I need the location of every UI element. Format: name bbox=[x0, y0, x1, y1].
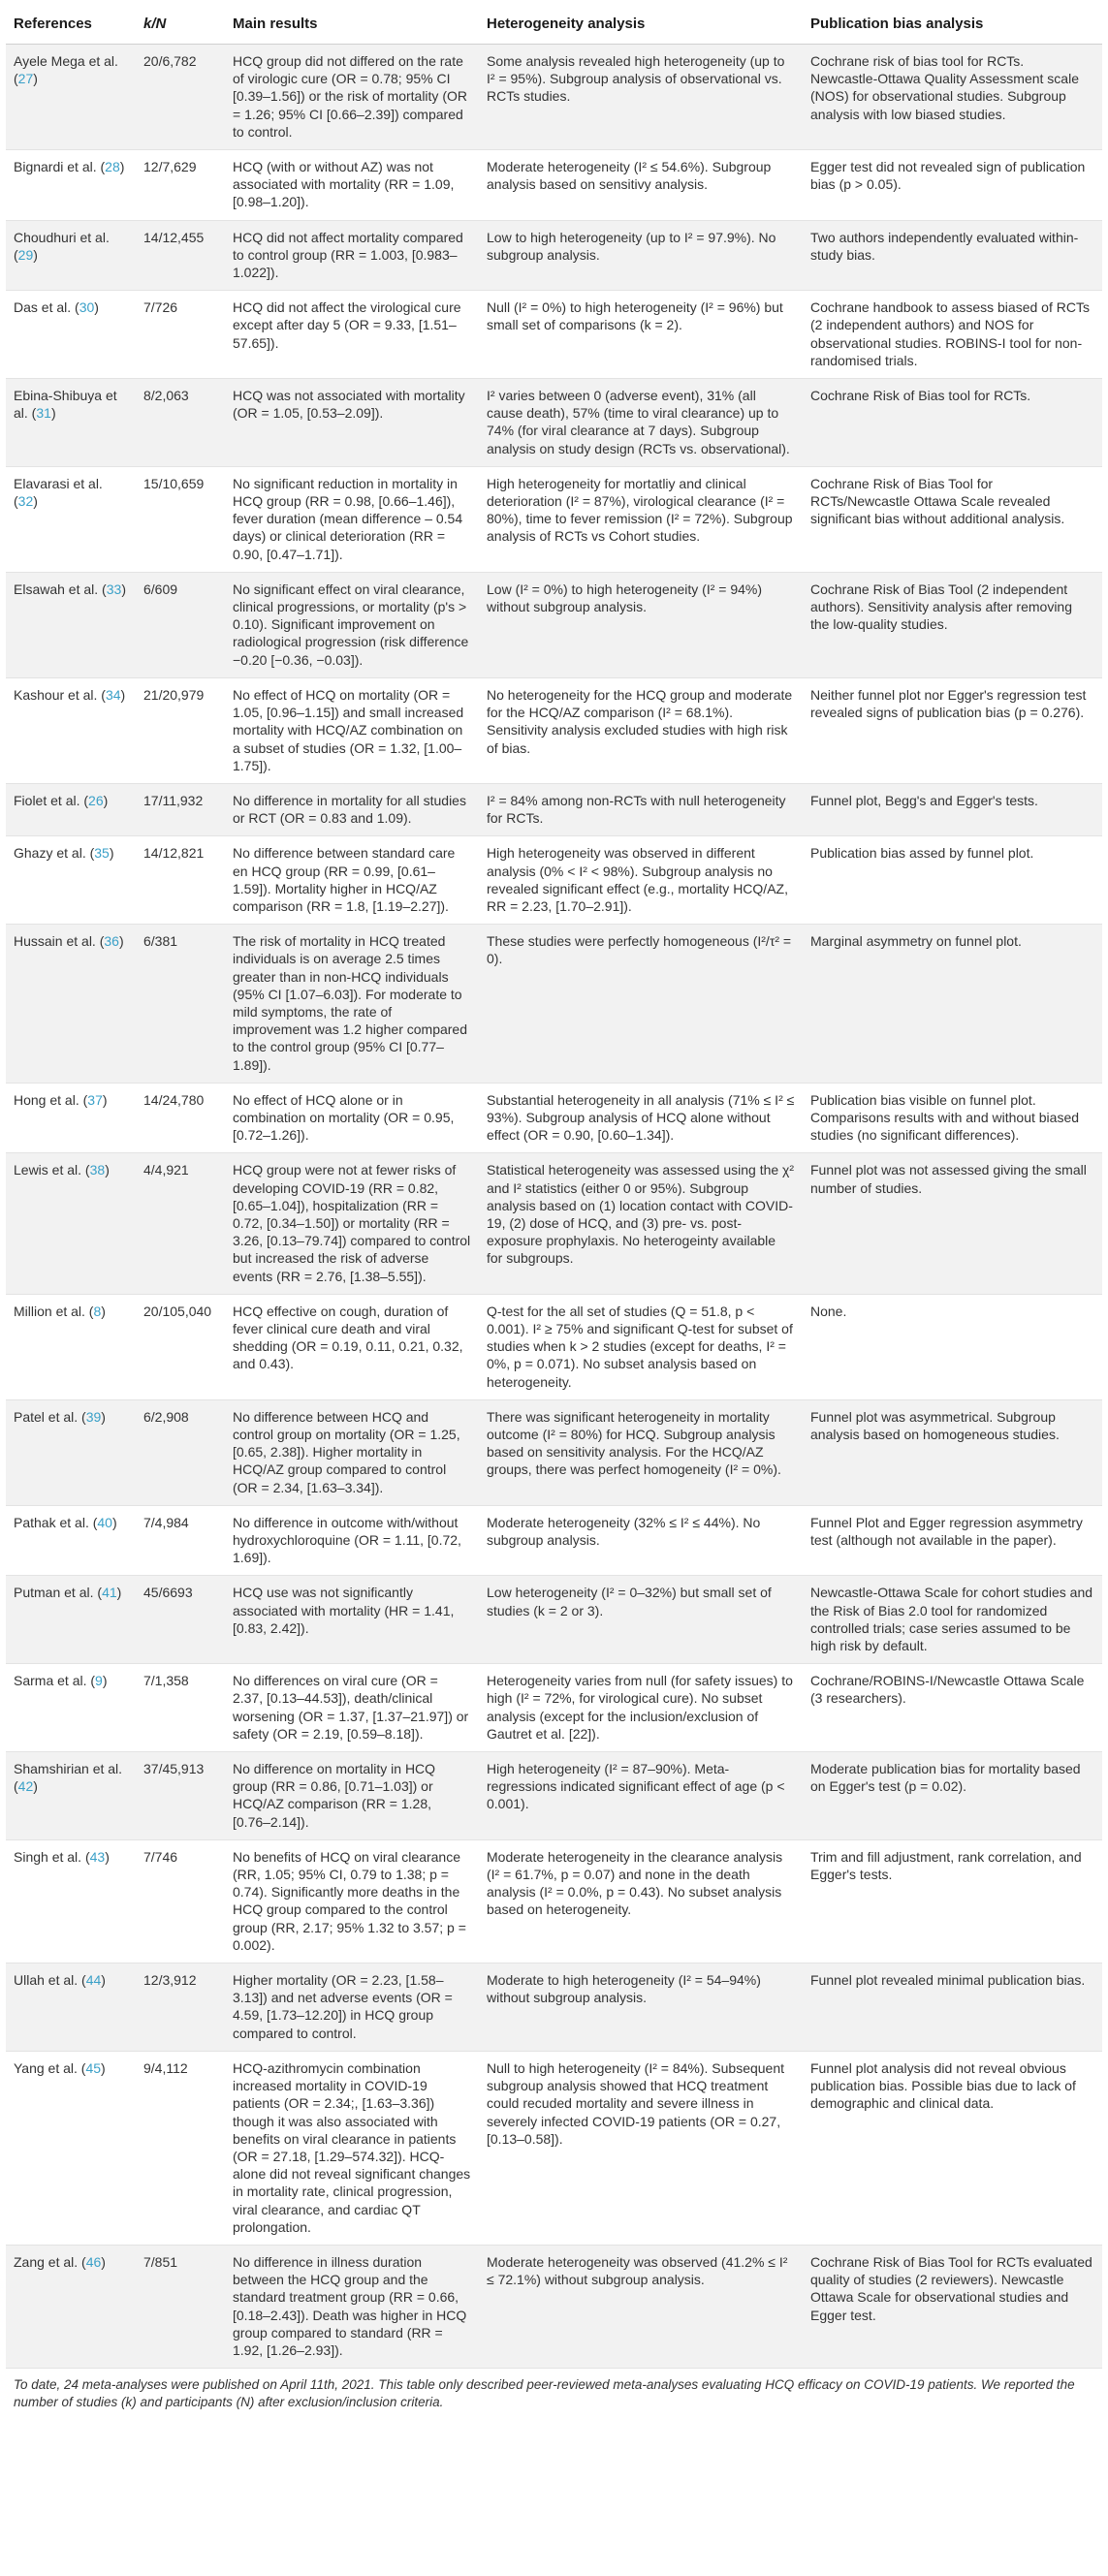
publication-bias-cell: Neither funnel plot nor Egger's regression test revealed signs of publication bias (p = 0.276). bbox=[803, 677, 1102, 783]
main-results-cell: No difference on mortality in HCQ group (RR = 0.86, [0.71–1.03]) or HCQ/AZ comparison (RR = 1.28, [0.76–2.14]). bbox=[225, 1752, 479, 1840]
kn-cell: 7/726 bbox=[136, 291, 225, 379]
kn-cell: 7/4,984 bbox=[136, 1505, 225, 1576]
reference-cell: Das et al. (30) bbox=[6, 291, 136, 379]
header-references: References bbox=[6, 6, 136, 45]
publication-bias-cell: Cochrane Risk of Bias Tool for RCTs evaluated quality of studies (2 reviewers). Newcastle Ottawa Scale for observational studies and Egger test. bbox=[803, 2245, 1102, 2368]
reference-name: Hong et al. bbox=[14, 1091, 79, 1108]
reference-name: Kashour et al. bbox=[14, 686, 98, 703]
citation-link[interactable]: 30 bbox=[79, 299, 95, 316]
reference-cell: Zang et al. (46) bbox=[6, 2245, 136, 2368]
citation-link[interactable]: 33 bbox=[106, 581, 122, 597]
reference-name: Lewis et al. bbox=[14, 1162, 82, 1178]
table-footnote: To date, 24 meta-analyses were published on April 11th, 2021. This table only described peer-reviewed meta-analyses evaluating HCQ efficacy on COVID-19 patients. We reported the number of studies (k) and participants (N) after exclusion/inclusion criteria. bbox=[14, 2377, 1075, 2410]
reference-cell: Patel et al. (39) bbox=[6, 1399, 136, 1505]
kn-cell: 21/20,979 bbox=[136, 677, 225, 783]
main-results-cell: No difference in mortality for all studies or RCT (OR = 0.83 and 1.09). bbox=[225, 783, 479, 835]
kn-cell: 14/12,821 bbox=[136, 836, 225, 925]
main-results-cell: HCQ was not associated with mortality (OR = 1.05, [0.53–2.09]). bbox=[225, 379, 479, 467]
heterogeneity-cell: Some analysis revealed high heterogeneity (up to I² = 95%). Subgroup analysis of observational vs. RCTs studies. bbox=[479, 45, 803, 150]
table-row bbox=[6, 1752, 1102, 1840]
citation-link[interactable]: 32 bbox=[17, 493, 34, 510]
table-row bbox=[6, 2245, 1102, 2368]
kn-cell: 7/1,358 bbox=[136, 1664, 225, 1752]
reference-cell: Pathak et al. (40) bbox=[6, 1505, 136, 1576]
reference-name: Elavarasi et al. bbox=[14, 475, 103, 491]
main-results-cell: The risk of mortality in HCQ treated individuals is on average 2.5 times greater than in non-HCQ individuals (95% CI [1.07–6.03]). For moderate to mild symptoms, the rate of improvement was 1.2 higher compared to the control group (95% CI [0.77–1.89]). bbox=[225, 925, 479, 1084]
reference-name: Singh et al. bbox=[14, 1848, 82, 1865]
citation-link[interactable]: 44 bbox=[85, 1972, 102, 1989]
table-row bbox=[6, 1505, 1102, 1576]
reference-name: Das et al. bbox=[14, 299, 72, 316]
citation-link[interactable]: 31 bbox=[36, 405, 51, 422]
table-row bbox=[6, 1839, 1102, 1963]
citation-link[interactable]: 37 bbox=[87, 1091, 103, 1108]
heterogeneity-cell: Low heterogeneity (I² = 0–32%) but small set of studies (k = 2 or 3). bbox=[479, 1576, 803, 1664]
reference-cell: Putman et al. (41) bbox=[6, 1576, 136, 1664]
heterogeneity-cell: I² = 84% among non-RCTs with null heterogeneity for RCTs. bbox=[479, 783, 803, 835]
citation-link[interactable]: 46 bbox=[85, 2253, 102, 2270]
publication-bias-cell: Cochrane Risk of Bias Tool for RCTs/Newcastle Ottawa Scale revealed significant bias without additional analysis. bbox=[803, 466, 1102, 572]
table-row bbox=[6, 925, 1102, 1084]
table-row bbox=[6, 1153, 1102, 1294]
reference-name: Patel et al. bbox=[14, 1408, 79, 1425]
table-row bbox=[6, 783, 1102, 835]
reference-cell: Ullah et al. (44) bbox=[6, 1963, 136, 2052]
heterogeneity-cell: Low (I² = 0%) to high heterogeneity (I² = 94%) without subgroup analysis. bbox=[479, 572, 803, 677]
publication-bias-cell: Funnel plot revealed minimal publication bias. bbox=[803, 1963, 1102, 2052]
citation-link[interactable]: 35 bbox=[94, 845, 110, 862]
heterogeneity-cell: High heterogeneity for mortatliy and clinical deterioration (I² = 87%), virological clearance (I² = 80%), time to fever remission (I² = 72%). Subgroup analysis of RCTs vs Cohort studies. bbox=[479, 466, 803, 572]
table-row bbox=[6, 45, 1102, 150]
kn-cell: 8/2,063 bbox=[136, 379, 225, 467]
table-row bbox=[6, 379, 1102, 467]
citation-link[interactable]: 27 bbox=[17, 71, 34, 87]
main-results-cell: HCQ did not affect mortality compared to control group (RR = 1.003, [0.983–1.022]). bbox=[225, 220, 479, 291]
table-row bbox=[6, 1399, 1102, 1505]
citation-link[interactable]: 41 bbox=[102, 1585, 117, 1601]
table-row bbox=[6, 1963, 1102, 2052]
citation-link[interactable]: 8 bbox=[93, 1303, 102, 1319]
kn-cell: 12/3,912 bbox=[136, 1963, 225, 2052]
kn-cell: 7/851 bbox=[136, 2245, 225, 2368]
reference-cell: Shamshirian et al. (42) bbox=[6, 1752, 136, 1840]
table-row bbox=[6, 466, 1102, 572]
heterogeneity-cell: I² varies between 0 (adverse event), 31% (all cause death), 57% (time to viral clearance) up to 74% (for viral clearance at 7 days). Subgroup analysis on study design (RCTs vs. observational). bbox=[479, 379, 803, 467]
citation-link[interactable]: 34 bbox=[105, 686, 121, 703]
kn-cell: 9/4,112 bbox=[136, 2051, 225, 2245]
reference-name: Ghazy et al. bbox=[14, 845, 86, 862]
publication-bias-cell: Two authors independently evaluated within-study bias. bbox=[803, 220, 1102, 291]
publication-bias-cell: Funnel plot was not assessed giving the small number of studies. bbox=[803, 1153, 1102, 1294]
heterogeneity-cell: Heterogeneity varies from null (for safety issues) to high (I² = 72%, for virological cure). No subset analysis (except for the inclusion/exclusion of Gautret et al. [22]). bbox=[479, 1664, 803, 1752]
reference-name: Ebina-Shibuya et al. bbox=[14, 388, 117, 422]
main-results-cell: No difference in illness duration between the HCQ group and the standard treatment group (RR = 0.66, [0.18–2.43]). Death was higher in HCQ group compared to standard (RR = 1.92, [1.26–2.93]). bbox=[225, 2245, 479, 2368]
reference-name: Yang et al. bbox=[14, 2059, 78, 2076]
publication-bias-cell: Publication bias visible on funnel plot. Comparisons results with and without biased studies (no significant differences). bbox=[803, 1083, 1102, 1153]
main-results-cell: No differences on viral cure (OR = 2.37, [0.13–44.53]), death/clinical worsening (OR = 1.37, [1.37–21.97]) or safety (OR = 2.19, [0.59–8.18]). bbox=[225, 1664, 479, 1752]
reference-name: Elsawah et al. bbox=[14, 581, 99, 597]
main-results-cell: HCQ effective on cough, duration of fever clinical cure death and viral shedding (OR = 0.19, 0.11, 0.21, 0.32, and 0.43). bbox=[225, 1294, 479, 1399]
table-row bbox=[6, 220, 1102, 291]
publication-bias-cell: Funnel Plot and Egger regression asymmetry test (although not available in the paper). bbox=[803, 1505, 1102, 1576]
heterogeneity-cell: Moderate heterogeneity was observed (41.2% ≤ I² ≤ 72.1%) without subgroup analysis. bbox=[479, 2245, 803, 2368]
citation-link[interactable]: 29 bbox=[17, 246, 34, 263]
reference-cell: Ebina-Shibuya et al. (31) bbox=[6, 379, 136, 467]
heterogeneity-cell: Null to high heterogeneity (I² = 84%). Subsequent subgroup analysis showed that HCQ treatment could recuded mortality and severe illness in severely infected COVID-19 patients (OR = 0.27, [0.13–0.58]). bbox=[479, 2051, 803, 2245]
citation-link[interactable]: 39 bbox=[85, 1408, 102, 1425]
kn-cell: 20/6,782 bbox=[136, 45, 225, 150]
table-row bbox=[6, 572, 1102, 677]
publication-bias-cell: Cochrane Risk of Bias Tool (2 independent authors). Sensitivity analysis after removing the low-quality studies. bbox=[803, 572, 1102, 677]
reference-name: Zang et al. bbox=[14, 2253, 79, 2270]
heterogeneity-cell: High heterogeneity was observed in different analysis (0% < I² < 98%). Subgroup analysis no revealed significant effect (e.g., mortality HCQ/AZ, RR = 2.23, [1.70–2.91]). bbox=[479, 836, 803, 925]
citation-link[interactable]: 42 bbox=[17, 1778, 34, 1795]
reference-cell: Elavarasi et al. (32) bbox=[6, 466, 136, 572]
citation-link[interactable]: 38 bbox=[89, 1162, 106, 1178]
reference-cell: Elsawah et al. (33) bbox=[6, 572, 136, 677]
main-results-cell: HCQ group were not at fewer risks of developing COVID-19 (RR = 0.82, [0.65–1.04]), hospitalization (RR = 0.72, [0.34–1.50]) or mortality (RR = 3.26, [0.13–79.74]) compared to control but increased the risk of adverse events (RR = 2.76, [1.38–5.55]). bbox=[225, 1153, 479, 1294]
publication-bias-cell: Cochrane risk of bias tool for RCTs. Newcastle-Ottawa Quality Assessment scale (NOS) for observational studies. Subgroup analysis with low biased studies. bbox=[803, 45, 1102, 150]
reference-cell: Hussain et al. (36) bbox=[6, 925, 136, 1084]
reference-cell: Fiolet et al. (26) bbox=[6, 783, 136, 835]
table-row bbox=[6, 1576, 1102, 1664]
heterogeneity-cell: Null (I² = 0%) to high heterogeneity (I² = 96%) but small set of comparisons (k = 2). bbox=[479, 291, 803, 379]
reference-name: Pathak et al. bbox=[14, 1514, 89, 1530]
kn-cell: 37/45,913 bbox=[136, 1752, 225, 1840]
citation-link[interactable]: 26 bbox=[88, 792, 104, 808]
reference-name: Fiolet et al. bbox=[14, 792, 80, 808]
heterogeneity-cell: Moderate heterogeneity (32% ≤ I² ≤ 44%). No subgroup analysis. bbox=[479, 1505, 803, 1576]
kn-cell: 20/105,040 bbox=[136, 1294, 225, 1399]
citation-link[interactable]: 36 bbox=[104, 933, 119, 950]
reference-cell: Singh et al. (43) bbox=[6, 1839, 136, 1963]
main-results-cell: HCQ did not affect the virological cure except after day 5 (OR = 9.33, [1.51–57.65]). bbox=[225, 291, 479, 379]
kn-cell: 14/24,780 bbox=[136, 1083, 225, 1153]
main-results-cell: Higher mortality (OR = 2.23, [1.58–3.13]) and net adverse events (OR = 4.59, [1.73–12.20]) in HCQ group compared to control. bbox=[225, 1963, 479, 2052]
kn-cell: 6/2,908 bbox=[136, 1399, 225, 1505]
reference-cell: Hong et al. (37) bbox=[6, 1083, 136, 1153]
heterogeneity-cell: Moderate heterogeneity (I² ≤ 54.6%). Subgroup analysis based on sensitivy analysis. bbox=[479, 150, 803, 221]
kn-cell: 7/746 bbox=[136, 1839, 225, 1963]
publication-bias-cell: Trim and fill adjustment, rank correlation, and Egger's tests. bbox=[803, 1839, 1102, 1963]
header-row bbox=[6, 6, 1102, 45]
heterogeneity-cell: No heterogeneity for the HCQ group and moderate for the HCQ/AZ comparison (I² = 68.1%). Sensitivity analysis excluded studies with high risk of bias. bbox=[479, 677, 803, 783]
main-results-cell: No effect of HCQ alone or in combination on mortality (OR = 0.95, [0.72–1.26]). bbox=[225, 1083, 479, 1153]
reference-name: Choudhuri et al. bbox=[14, 229, 110, 245]
header-publication-bias: Publication bias analysis bbox=[803, 6, 1102, 45]
citation-link[interactable]: 45 bbox=[85, 2059, 102, 2076]
table-row bbox=[6, 1083, 1102, 1153]
heterogeneity-cell: Statistical heterogeneity was assessed using the χ² and I² statistics (either 0 or 95%). Subgroup analysis based on (1) location contact with COVID-19, (2) dose of HCQ, and (3) pre- vs. post-exposure prophylaxis. No heterogeinty available for subgroups. bbox=[479, 1153, 803, 1294]
main-results-cell: No effect of HCQ on mortality (OR = 1.05, [0.96–1.15]) and small increased mortality with HCQ/AZ combination on a subset of studies (OR = 1.32, [1.00–1.75]). bbox=[225, 677, 479, 783]
reference-name: Million et al. bbox=[14, 1303, 85, 1319]
reference-cell: Yang et al. (45) bbox=[6, 2051, 136, 2245]
reference-name: Hussain et al. bbox=[14, 933, 96, 950]
publication-bias-cell: Cochrane handbook to assess biased of RCTs (2 independent authors) and NOS for observational studies. ROBINS-I tool for non-randomised trials. bbox=[803, 291, 1102, 379]
reference-name: Ullah et al. bbox=[14, 1972, 79, 1989]
citation-link[interactable]: 43 bbox=[89, 1848, 106, 1865]
reference-name: Shamshirian et al. bbox=[14, 1761, 123, 1777]
kn-cell: 4/4,921 bbox=[136, 1153, 225, 1294]
reference-cell: Choudhuri et al. (29) bbox=[6, 220, 136, 291]
main-results-cell: No significant reduction in mortality in HCQ group (RR = 0.98, [0.66–1.46]), fever duration (mean difference – 0.54 days) or clinical deterioration (RR = 0.90, [0.47–1.71]). bbox=[225, 466, 479, 572]
citation-link[interactable]: 28 bbox=[105, 159, 120, 175]
main-results-cell: No difference in outcome with/without hydroxychloroquine (OR = 1.11, [0.72, 1.69]). bbox=[225, 1505, 479, 1576]
publication-bias-cell: Funnel plot, Begg's and Egger's tests. bbox=[803, 783, 1102, 835]
heterogeneity-cell: Q-test for the all set of studies (Q = 51.8, p < 0.001). I² ≥ 75% and significant Q-test for subset of studies when k > 2 studies (except for deaths, I² = 0%, p = 0.071). No subset analysis based on heterogeneity. bbox=[479, 1294, 803, 1399]
reference-cell: Kashour et al. (34) bbox=[6, 677, 136, 783]
publication-bias-cell: Cochrane/ROBINS-I/Newcastle Ottawa Scale (3 researchers). bbox=[803, 1664, 1102, 1752]
table-row bbox=[6, 836, 1102, 925]
reference-name: Sarma et al. bbox=[14, 1673, 87, 1689]
publication-bias-cell: Marginal asymmetry on funnel plot. bbox=[803, 925, 1102, 1084]
heterogeneity-cell: Moderate to high heterogeneity (I² = 54–94%) without subgroup analysis. bbox=[479, 1963, 803, 2052]
heterogeneity-cell: High heterogeneity (I² = 87–90%). Meta-regressions indicated significant effect of age (p < 0.001). bbox=[479, 1752, 803, 1840]
meta-analysis-table bbox=[6, 6, 1102, 2369]
publication-bias-cell: Publication bias assed by funnel plot. bbox=[803, 836, 1102, 925]
header-heterogeneity: Heterogeneity analysis bbox=[479, 6, 803, 45]
reference-name: Putman et al. bbox=[14, 1585, 94, 1601]
kn-cell: 17/11,932 bbox=[136, 783, 225, 835]
kn-cell: 15/10,659 bbox=[136, 466, 225, 572]
table-row bbox=[6, 1664, 1102, 1752]
reference-cell: Ayele Mega et al. (27) bbox=[6, 45, 136, 150]
table-row bbox=[6, 150, 1102, 221]
kn-cell: 6/381 bbox=[136, 925, 225, 1084]
citation-link[interactable]: 9 bbox=[95, 1673, 103, 1689]
publication-bias-cell: None. bbox=[803, 1294, 1102, 1399]
kn-cell: 6/609 bbox=[136, 572, 225, 677]
publication-bias-cell: Cochrane Risk of Bias tool for RCTs. bbox=[803, 379, 1102, 467]
table-row bbox=[6, 291, 1102, 379]
reference-name: Ayele Mega et al. bbox=[14, 53, 118, 69]
heterogeneity-cell: There was significant heterogeneity in mortality outcome (I² = 80%) for HCQ. Subgroup analysis based on sensitivity analysis. For the HCQ/AZ groups, there was perfect homogeneity (I² = 0%). bbox=[479, 1399, 803, 1505]
main-results-cell: HCQ use was not significantly associated with mortality (HR = 1.41, [0.83, 2.42]). bbox=[225, 1576, 479, 1664]
header-main-results: Main results bbox=[225, 6, 479, 45]
main-results-cell: HCQ group did not differed on the rate of virologic cure (OR = 0.78; 95% CI [0.39–1.56]) or the risk of mortality (OR = 1.26; 95% CI [0.66–2.39]) compared to control. bbox=[225, 45, 479, 150]
reference-cell: Ghazy et al. (35) bbox=[6, 836, 136, 925]
publication-bias-cell: Funnel plot analysis did not reveal obvious publication bias. Possible bias due to lack of demographic and clinical data. bbox=[803, 2051, 1102, 2245]
publication-bias-cell: Funnel plot was asymmetrical. Subgroup analysis based on homogeneous studies. bbox=[803, 1399, 1102, 1505]
publication-bias-cell: Egger test did not revealed sign of publication bias (p > 0.05). bbox=[803, 150, 1102, 221]
reference-cell: Lewis et al. (38) bbox=[6, 1153, 136, 1294]
main-results-cell: No difference between standard care en HCQ group (RR = 0.99, [0.61–1.59]). Mortality higher in HCQ/AZ comparison (RR = 1.8, [1.19–2.27]). bbox=[225, 836, 479, 925]
heterogeneity-cell: Moderate heterogeneity in the clearance analysis (I² = 61.7%, p = 0.07) and none in the death analysis (I² = 0.0%, p = 0.43). No subset analysis based on heterogeneity. bbox=[479, 1839, 803, 1963]
main-results-cell: HCQ-azithromycin combination increased mortality in COVID-19 patients (OR = 2.34;, [1.63–3.36]) though it was also associated with benefits on viral clearance in patients (OR = 27.18, [1.29–574.32]). HCQ-alone did not reveal significant changes in mortality rate, clinical progression, viral clearance, and cardiac QT prolongation. bbox=[225, 2051, 479, 2245]
table-row bbox=[6, 2051, 1102, 2245]
kn-cell: 45/6693 bbox=[136, 1576, 225, 1664]
table-row bbox=[6, 677, 1102, 783]
kn-cell: 14/12,455 bbox=[136, 220, 225, 291]
heterogeneity-cell: Low to high heterogeneity (up to I² = 97.9%). No subgroup analysis. bbox=[479, 220, 803, 291]
publication-bias-cell: Newcastle-Ottawa Scale for cohort studies and the Risk of Bias 2.0 tool for randomized controlled trials; case series assumed to be high risk by default. bbox=[803, 1576, 1102, 1664]
citation-link[interactable]: 40 bbox=[97, 1514, 112, 1530]
main-results-cell: HCQ (with or without AZ) was not associated with mortality (RR = 1.09, [0.98–1.20]). bbox=[225, 150, 479, 221]
table-row bbox=[6, 1294, 1102, 1399]
reference-name: Bignardi et al. bbox=[14, 159, 97, 175]
kn-cell: 12/7,629 bbox=[136, 150, 225, 221]
main-results-cell: No difference between HCQ and control group on mortality (OR = 1.25, [0.65, 2.38]). Higher mortality in HCQ/AZ group compared to control (OR = 2.34, [1.63–3.34]). bbox=[225, 1399, 479, 1505]
publication-bias-cell: Moderate publication bias for mortality based on Egger's test (p = 0.02). bbox=[803, 1752, 1102, 1840]
heterogeneity-cell: Substantial heterogeneity in all analysis (71% ≤ I² ≤ 93%). Subgroup analysis of HCQ alone without effect (OR = 0.90, [0.60–1.34]). bbox=[479, 1083, 803, 1153]
reference-cell: Million et al. (8) bbox=[6, 1294, 136, 1399]
heterogeneity-cell: These studies were perfectly homogeneous (I²/τ² = 0). bbox=[479, 925, 803, 1084]
main-results-cell: No significant effect on viral clearance, clinical progressions, or mortality (p's > 0.10). Significant improvement on radiological progression (risk difference −0.20 [−0.36, −0.03]). bbox=[225, 572, 479, 677]
reference-cell: Sarma et al. (9) bbox=[6, 1664, 136, 1752]
reference-cell: Bignardi et al. (28) bbox=[6, 150, 136, 221]
main-results-cell: No benefits of HCQ on viral clearance (RR, 1.05; 95% CI, 0.79 to 1.38; p = 0.74). Significantly more deaths in the HCQ group compared to the control group (RR, 2.17; 95% 1.32 to 3.57; p = 0.002). bbox=[225, 1839, 479, 1963]
header-kn: k/N bbox=[136, 6, 225, 45]
